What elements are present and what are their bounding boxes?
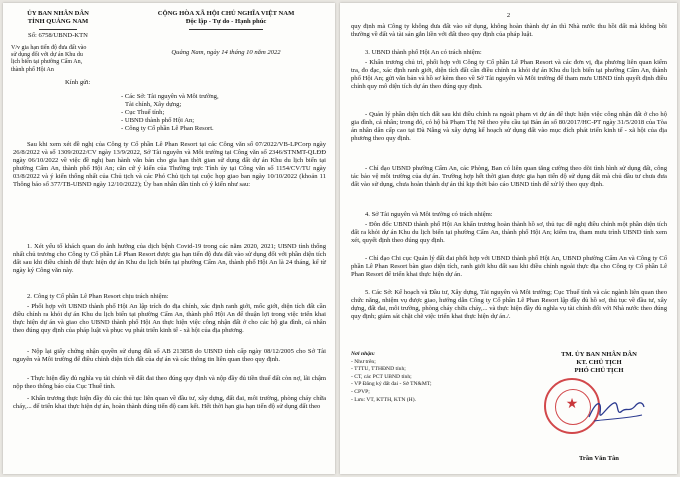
continued-paragraph: quy định mà Công ty không đưa đất vào sử dụng, không hoàn thành dự án thì Nhà nước thu hồi đất mà không bồi thường về đất và tài sản gắn liền với đất theo quy định của pháp luật.: [351, 23, 667, 39]
signature-block: TM. ỦY BAN NHÂN DÂN KT. CHỦ TỊCH PHÓ CHỦ TỊCH: [561, 351, 637, 375]
motto-underline: [189, 29, 263, 30]
item-5-paragraph: 5. Các Sở: Kế hoạch và Đầu tư, Xây dựng, Tài nguyên và Môi trường; Cục Thuế tỉnh và các ngành liên quan theo chức năng, nhiệm vụ được giao, hướng dẫn Công ty Cổ phần Lê Phan Resort lập đầy đủ hồ sơ, thủ tục về đầu tư, xây dựng, đất đai, môi trường, phòng cháy chữa cháy,... và thực hiện đầy đủ nghĩa vụ tài chính đối với Nhà nước theo đúng quy định; giám sát chặt chẽ việc triển khai thực hiện dự án./.: [351, 289, 667, 321]
item-2-certificate: - Nộp lại giấy chứng nhận quyền sử dụng đất số AB 213858 do UBND tỉnh cấp ngày 08/12/2005 cho Sở Tài nguyên và Môi trường để điều chỉnh diện tích đất của dự án và các thông tin liên quan theo quy định.: [13, 348, 326, 364]
item-4-urging: - Đôn đốc UBND thành phố Hội An khẩn trương hoàn thành hồ sơ, thủ tục đề nghị điều chỉnh một phần diện tích đất ra khỏi dự án Khu du lịch biển tại phường Cẩm An, thành phố Hội An; kiểm tra, tham mưu trình UBND tỉnh xem xét, quyết định theo đúng quy định.: [351, 221, 667, 245]
distribution-list: Nơi nhận: - Như trên; - TTTU, TTHĐND tỉnh; - CT, các PCT UBND tỉnh; - VP Đăng ký đất đai - Sở TN&MT; - CPVP; - Lưu: VT, KTTH, KTN (H).: [351, 351, 432, 403]
item-3-survey: - Khẩn trương chủ trì, phối hợp với Công ty Cổ phần Lê Phan Resort và các đơn vị, địa phương liên quan kiểm tra, đo đạc, xác định ranh giới, diện tích đất cần điều chỉnh ra khỏi dự án Khu du lịch biển tại phường Cẩm An, thành phố Hội An; gửi văn bản và hồ sơ kèm theo về Sở Tài nguyên và Môi trường để tham mưu UBND tỉnh quyết định điều chỉnh quy mô diện tích dự án theo đúng quy định.: [351, 59, 667, 91]
signer-name: Trần Văn Tân: [579, 455, 619, 462]
intro-paragraph: Sau khi xem xét đề nghị của Công ty Cổ phần Lê Phan Resort tại các Công văn số 07/2022/VB-LPCorp ngày 26/8/2022 và số 1309/2022/CV ngày 13/9/2022, Sở Tài nguyên và Môi trường tại Công văn số 2346/STNMT-QLĐĐ ngày 06/10/2022 về việc đề nghị ban hành văn bản cho gia hạn thời gian sử dụng đất dự án Khu du lịch biển tại phường Cẩm An, thành phố Hội An; căn cứ ý kiến của Thường trực Tỉnh ủy tại Công văn số 1154/CV/TU ngày 03/8/2022 và ý kiến thống nhất của Chủ tịch và các Phó Chủ tịch tại cuộc họp giao ban ngày 10/10/2022 (khoản 11 Thông báo số 377/TB-UBND ngày 12/10/2022); Ủy ban nhân dân tỉnh có ý kiến như sau:: [13, 141, 326, 189]
agency-underline: [39, 29, 77, 30]
handwritten-signature: [586, 395, 646, 425]
page-1: [3, 3, 335, 474]
subject-line: V/v gia hạn tiến độ đưa đất vào sử dụng đối với dự án Khu du lịch biển tại phường Cẩm An, thành phố Hội An: [11, 45, 87, 73]
issue-date: Quảng Nam, ngày 14 tháng 10 năm 2022: [171, 49, 281, 56]
item-4-heading: 4. Sở Tài nguyên và Môi trường có trách nhiệm:: [365, 211, 493, 218]
item-2-survey: - Phối hợp với UBND thành phố Hội An lập trích đo địa chính, xác định ranh giới, mốc giới, diện tích đất cần điều chỉnh ra khỏi dự án Khu du lịch biển tại phường Cẩm An, thành phố Hội An để thuận lợi trong việc triển khai thực hiện dự án và giao cho UBND thành phố Hội An thực hiện việc công nhận đất ở cho các hộ gia đình, cá nhân theo đúng quy định của pháp luật và phục vụ phát triển kinh tế - xã hội của địa phương.: [13, 303, 326, 335]
page-2: [340, 3, 677, 474]
item-4-handover: - Chỉ đạo Chi cục Quản lý đất đai phối hợp với UBND thành phố Hội An, UBND phường Cẩm An và Công ty Cổ phần Lê Phan Resort bàn giao diện tích, ranh giới khu đất sau khi điều chỉnh ngoài thực địa cho Công ty Cổ phần Lê Phan Resort để triển khai thực hiện dự án.: [351, 255, 667, 279]
item-3-monitoring: - Chỉ đạo UBND phường Cẩm An, các Phòng, Ban có liên quan tăng cường theo dõi tình hình sử dụng đất, công tác bảo vệ môi trường của dự án. Trường hợp hết thời gian được gia hạn tiến độ sử dụng đất mà chủ đầu tư chưa đưa đất vào sử dụng, chưa hoàn thành dự án thì kịp thời báo cáo UBND tỉnh để xử lý theo quy định.: [351, 165, 667, 189]
item-2-heading: 2. Công ty Cổ phần Lê Phan Resort chịu trách nhiệm:: [27, 293, 169, 300]
item-2-procedures: - Khẩn trương thực hiện đầy đủ các thủ tục liên quan về đầu tư, xây dựng, đất đai, môi trường, phòng cháy chữa cháy,... để triển khai thực hiện dự án, hoàn thành đúng tiến độ cam kết. Hết thời hạn gia hạn tiến độ sử dụng đất theo: [13, 395, 326, 411]
salutation: Kính gửi:: [65, 79, 91, 86]
page-number: 2: [506, 12, 511, 19]
item-3-land-management: - Quản lý phần diện tích đất sau khi điều chỉnh ra ngoài phạm vi dự án để thực hiện việc công nhận đất ở cho hộ gia đình, cá nhân; trong đó, có hộ bà Phạm Thị Nê theo yêu cầu tại Bản án số 80/2017/HC-PT ngày 31/5/2018 của Tòa án nhân dân cấp cao tại Đà Nẵng và xây dựng kế hoạch sử dụng đất vào mục đích phát triển kinh tế - xã hội của địa phương theo quy định.: [351, 111, 667, 143]
national-motto: CỘNG HÒA XÃ HỘI CHỦ NGHĨA VIỆT NAM Độc lập - Tự do - Hạnh phúc: [157, 10, 295, 26]
agency-name: ỦY BAN NHÂN DÂN TỈNH QUẢNG NAM: [27, 10, 89, 26]
item-1-paragraph: 1. Xét yếu tố khách quan do ảnh hưởng của dịch bệnh Covid-19 trong các năm 2020, 2021; UBND tỉnh thống nhất chủ trương cho Công ty Cổ phần Lê Phan Resort được gia hạn tiến độ đưa đất vào sử dụng đối với phần diện tích đất sau khi điều chỉnh để thực hiện dự án Khu du lịch biển tại phường Cẩm An, thành phố Hội An là 24 tháng, kể từ ngày ký Công văn này.: [13, 243, 326, 275]
recipient-list: - Các Sở: Tài nguyên và Môi trường, Tài chính, Xây dựng; - Cục Thuế tỉnh; - UBND thành phố Hội An; - Công ty Cổ phần Lê Phan Resort.: [121, 93, 219, 133]
doc-number: Số: 6758/UBND-KTN: [28, 32, 88, 39]
item-2-finance: - Thực hiện đầy đủ nghĩa vụ tài chính về đất đai theo đúng quy định và nộp đầy đủ tiền thuế đất còn nợ, lãi chậm nộp theo thông báo của Cục Thuế tỉnh.: [13, 375, 326, 391]
seal-star-icon: ★: [565, 396, 579, 412]
item-3-heading: 3. UBND thành phố Hội An có trách nhiệm:: [365, 49, 482, 56]
